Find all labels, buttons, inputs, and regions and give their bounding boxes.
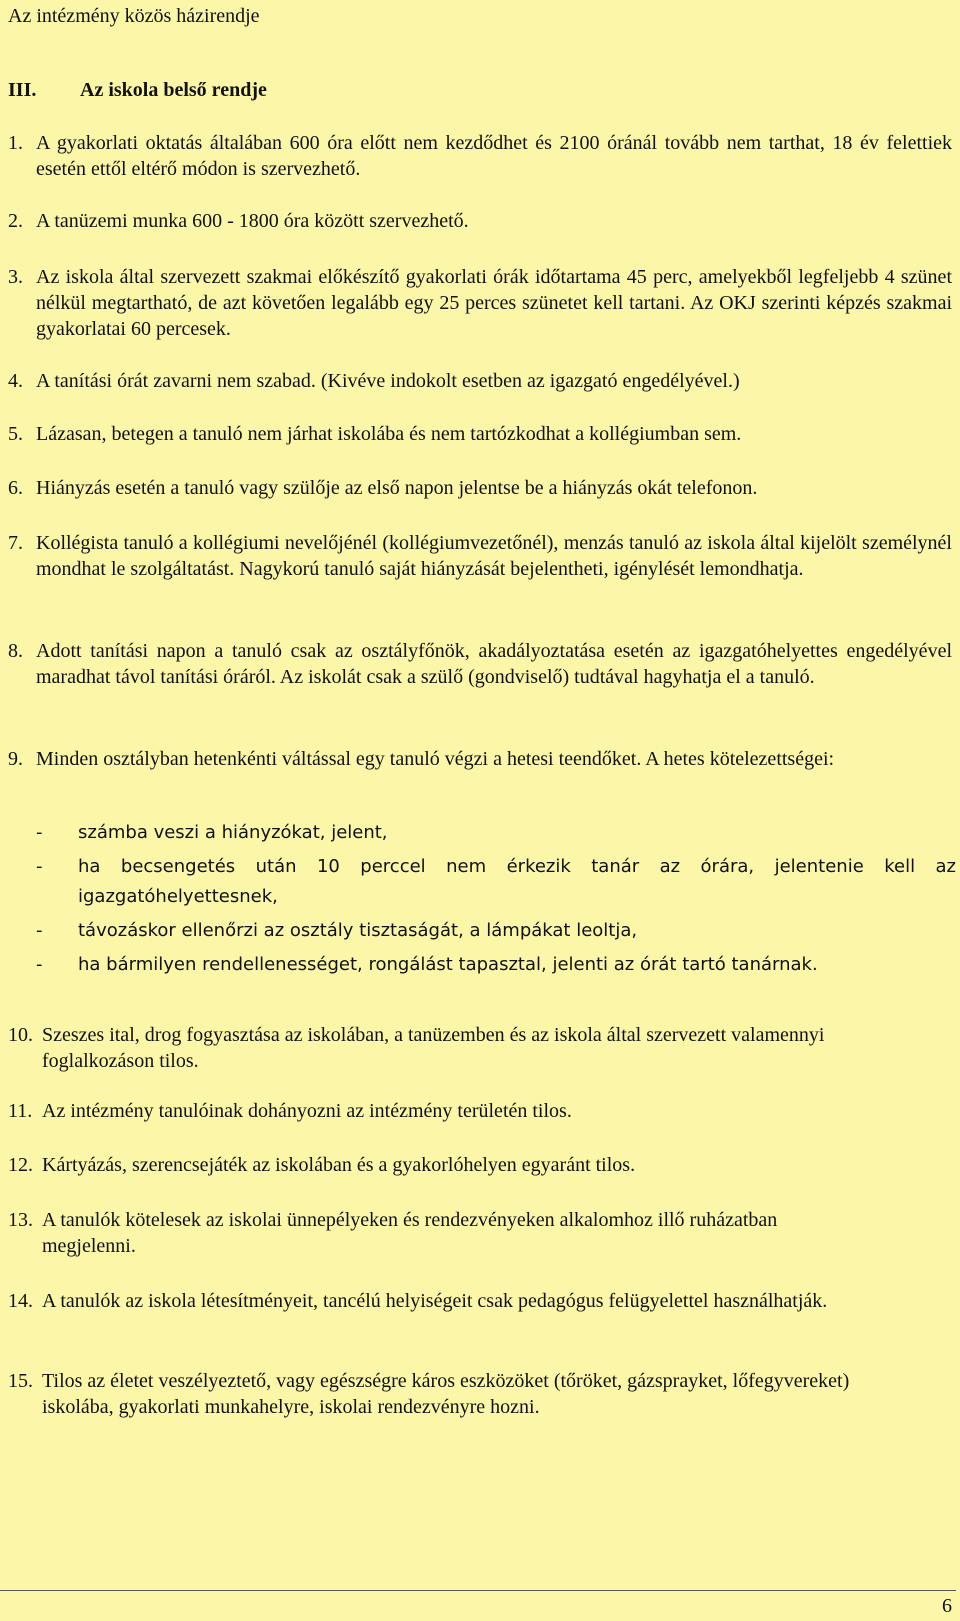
duty-text: ha becsengetés után 10 perccel nem érkezik tanár az órára, jelentenie kell az igazgatóhelyettesnek, [78, 856, 956, 907]
rule-number: 7. [8, 532, 23, 554]
rule-text: Az iskola által szervezett szakmai előkészítő gyakorlati órák időtartama 45 perc, amelyekből legfeljebb 4 szünet nélkül megtartható, de azt követően legalább egy 25 perces szünetet kell tartani. Az OKJ szerinti képzés szakmai gyakorlatai 60 percesek. [36, 266, 952, 340]
rule-number: 8. [8, 640, 23, 662]
rule-item-12 [8, 1152, 952, 1178]
dash-bullet: - [36, 856, 43, 877]
duty-item [36, 950, 956, 980]
rule-text: Lázasan, betegen a tanuló nem járhat iskolába és nem tartózkodhat a kollégiumban sem. [36, 423, 742, 445]
rule-text: Az intézmény tanulóinak dohányozni az intézmény területén tilos. [42, 1100, 572, 1122]
section-number: III. [8, 79, 37, 101]
rule-item-13 [8, 1207, 848, 1259]
duty-item [36, 852, 956, 912]
duty-text: számba veszi a hiányzókat, jelent, [78, 822, 388, 843]
rule-number: 15. [8, 1370, 33, 1392]
rule-text: Adott tanítási napon a tanuló csak az osztályfőnök, akadályoztatása esetén az igazgatóhelyettes engedélyével maradhat távol tanítási óráról. Az iskolát csak a szülő (gondviselő) tudtával hagyhatja el a tanuló. [36, 640, 952, 688]
rule-text: A tanítási órát zavarni nem szabad. (Kivéve indokolt esetben az igazgató engedélyével.) [36, 370, 740, 392]
section-heading [8, 78, 267, 102]
rule-number: 5. [8, 423, 23, 445]
footer-divider [0, 1590, 956, 1591]
dash-bullet: - [36, 822, 43, 843]
rule-text: A tanulók kötelesek az iskolai ünnepélyeken és rendezvényeken alkalomhoz illő ruházatban megjelenni. [42, 1209, 778, 1257]
rule-item-2 [8, 208, 952, 234]
dash-bullet: - [36, 954, 43, 975]
rule-item-8 [8, 638, 952, 690]
rule-item-6 [8, 475, 952, 501]
rule-number: 4. [8, 370, 23, 392]
rule-number: 9. [8, 748, 23, 770]
duty-item [36, 916, 956, 946]
rule-text: Kollégista tanuló a kollégiumi nevelőjénél (kollégiumvezetőnél), menzás tanuló az iskola által kijelölt személynél mondhat le szolgáltatást. Nagykorú tanuló saját hiányzását bejelentheti, igénylését lemondhatja. [36, 532, 952, 580]
rule-item-9 [8, 746, 868, 772]
section-title: Az iskola belső rendje [80, 79, 267, 101]
rule-item-1 [8, 130, 952, 182]
document-header: Az intézmény közös házirendje [8, 5, 260, 27]
rule-number: 12. [8, 1154, 33, 1176]
rule-text: Szeszes ital, drog fogyasztása az iskolában, a tanüzemben és az iskola által szervezett valamennyi foglalkozáson tilos. [42, 1024, 825, 1072]
rule-item-5 [8, 421, 952, 447]
rule-number: 2. [8, 210, 23, 232]
rule-item-4 [8, 368, 952, 394]
duty-text: távozáskor ellenőrzi az osztály tisztaságát, a lámpákat leoltja, [78, 920, 638, 941]
rule-item-3 [8, 264, 952, 342]
rule-number: 10. [8, 1024, 33, 1046]
rule-number: 11. [8, 1100, 33, 1122]
rule-item-7 [8, 530, 952, 582]
rule-number: 13. [8, 1209, 33, 1231]
rule-number: 6. [8, 477, 23, 499]
duty-item [36, 818, 956, 848]
rule-text: Tilos az életet veszélyeztető, vagy egészségre káros eszközöket (tőröket, gázsprayket, lőfegyvereket) iskolába, gyakorlati munkahelyre, iskolai rendezvényre hozni. [42, 1370, 850, 1418]
duties-list [36, 818, 956, 984]
duty-text: ha bármilyen rendellenességet, rongálást tapasztal, jelenti az órát tartó tanárnak. [78, 954, 818, 975]
rule-item-14 [8, 1288, 888, 1314]
rule-text: A tanüzemi munka 600 - 1800 óra között szervezhető. [36, 210, 469, 232]
rule-number: 1. [8, 132, 23, 154]
rule-text: Hiányzás esetén a tanuló vagy szülője az első napon jelentse be a hiányzás okát telefonon. [36, 477, 758, 499]
rule-number: 14. [8, 1290, 33, 1312]
rule-item-10 [8, 1022, 908, 1074]
rule-item-11 [8, 1098, 952, 1124]
rule-text: Minden osztályban hetenkénti váltással egy tanuló végzi a hetesi teendőket. A hetes kötelezettségei: [36, 748, 835, 770]
rule-text: Kártyázás, szerencsejáték az iskolában és a gyakorlóhelyen egyaránt tilos. [42, 1154, 636, 1176]
page-number: 6 [942, 1595, 952, 1617]
rule-number: 3. [8, 266, 23, 288]
rule-text: A tanulók az iskola létesítményeit, tancélú helyiségeit csak pedagógus felügyelettel használhatják. [42, 1290, 828, 1312]
rule-text: A gyakorlati oktatás általában 600 óra előtt nem kezdődhet és 2100 óránál tovább nem tarthat, 18 év felettiek esetén ettől eltérő módon is szervezhető. [36, 132, 952, 180]
dash-bullet: - [36, 920, 43, 941]
rule-item-15 [8, 1368, 908, 1420]
